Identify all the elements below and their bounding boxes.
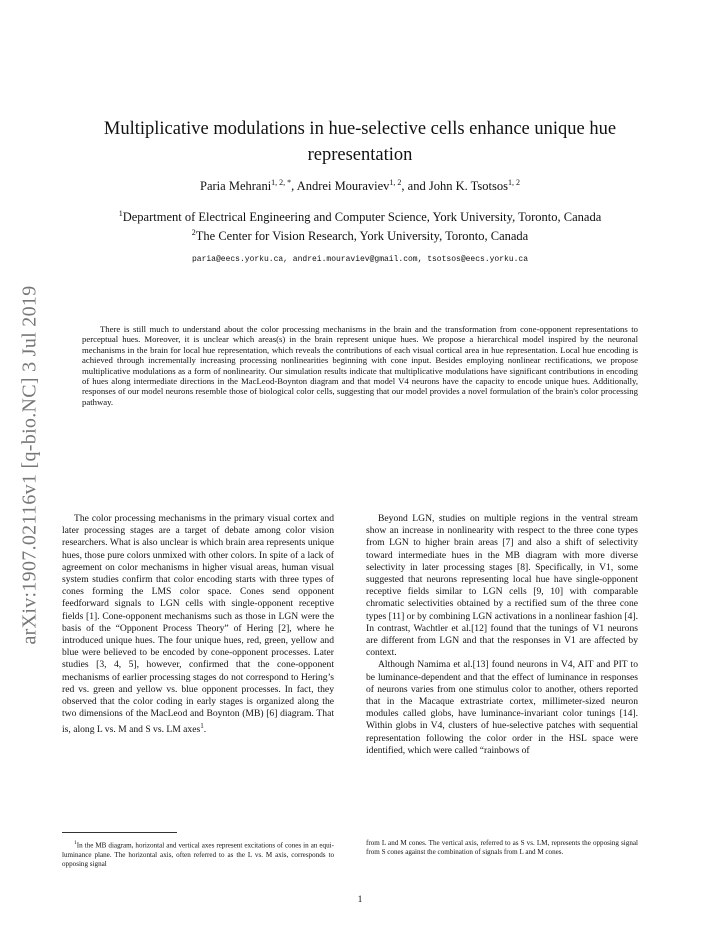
footnote-left (62, 839, 334, 869)
author-separator: , (291, 179, 297, 194)
arxiv-identifier-text: arXiv:1907.02116v1 [q-bio.NC] 3 Jul 2019 (18, 285, 41, 645)
affiliation-mark: 2 (191, 228, 196, 238)
affiliations (60, 206, 660, 244)
paragraph-end: . (203, 724, 207, 736)
author-separator: , and (401, 179, 429, 194)
abstract: There is still much to understand about the color processing mechanisms in the brain and the transformation from cone-opponent representations to perceptual hues. Moreover, it is unclear which areas(s) in the brain represent unique hues. We propose a hierarchical model inspired by the neuronal mechanisms in the brain for local hue representation, which reveals the contributions of each visual cortical area in hue representation. Local hue encoding is achieved through incrementally increasing processing nonlinearities beginning with cone input. Besides employing nonlinear rectifications, we propose multiplicative modulations as a form of nonlinearity. Our simulation results indicate that multiplicative modulations have significant contributions in encoding of hues along intermediate directions in the MacLeod-Boynton diagram and that model V4 neurons have the capacity to encode unique hues. Additionally, responses of our model neurons resemble those of biological color cells, suggesting that our model provides a novel formulation of the brain's color processing pathway. (82, 324, 638, 407)
author-affiliation-mark: 1, 2, * (271, 178, 292, 187)
body-column-left (62, 513, 334, 737)
footnote-right: from L and M cones. The vertical axis, referred to as S vs. LM, represents the opposing signal from S cones against the combination of signals from L and M cones. (366, 839, 638, 857)
author-list (60, 178, 660, 194)
affiliation-text: Department of Electrical Engineering and Computer Science, York University, Toronto, Canada (122, 210, 602, 225)
author-affiliation-mark: 1, 2 (389, 178, 402, 187)
footnote-text: In the MB diagram, horizontal and vertical axes represent excitations of cones in an equi-luminance plane. The horizontal axis, often referred to as the L vs. M axis, corresponds to opposing signal (62, 841, 334, 868)
author-name: Andrei Mouraviev (296, 179, 390, 194)
affiliation-text: The Center for Vision Research, York University, Toronto, Canada (195, 229, 529, 244)
affiliation-line (60, 206, 660, 225)
paragraph-text: The color processing mechanisms in the primary visual cortex and later processing stages are a target of debate among color vision researchers. What is also unclear is which brain area represents unique hues, those pure colors unmixed with other colors. In spite of a lack of agreement on color mechanisms in higher visual areas, human visual system studies confirm that color encoding starts with three types of cones forming the LMS color space. Cones send opponent feedforward signals to LGN cells with single-opponent receptive fields [1]. Cone-opponent mechanisms such as those in LGN were the basis of the “Opponent Process Theory” of Hering [2], where he introduced unique hues. The four unique hues, red, green, yellow and blue were believed to be encoded by cone-opponent processes. Later studies [3, 4, 5], however, confirmed that the cone-opponent mechanisms of earlier processing stages do not correspond to Hering’s red vs. green and yellow vs. blue opponent processes. In fact, they observed that the color coding in early stages is organized along the two dimensions of the MacLeod and Boynton (MB) [6] diagram. That is, along L vs. M and S vs. LM axes (62, 513, 334, 736)
body-paragraph: Although Namima et al.[13] found neurons in V4, AIT and PIT to be luminance-dependent and that the effect of luminance in responses of neurons varies from one stimulus color to another, others reported that in the Macaque extrastriate cortex, millimeter-sized neuron modules called globs, have luminance-invariant color tunings [14]. Within globs in V4, clusters of hue-selective patches with sequential representation following the color order in the HSL space were identified, which were called “rainbows of (366, 659, 638, 756)
page-number: 1 (357, 894, 363, 905)
author-name: Paria Mehrani (200, 179, 272, 194)
arxiv-identifier-stamp (10, 250, 50, 680)
affiliation-mark: 1 (118, 209, 123, 218)
body-column-right (366, 513, 638, 757)
footnote-mark: 1 (74, 840, 77, 846)
author-affiliation-mark: 1, 2 (507, 178, 520, 187)
author-emails: paria@eecs.yorku.ca, andrei.mouraviev@gmail.com, tsotsos@eecs.yorku.ca (191, 255, 529, 264)
paper-title: Multiplicative modulations in hue-selective cells enhance unique hue representation (103, 119, 617, 165)
affiliation-line (60, 225, 660, 244)
body-paragraph: Beyond LGN, studies on multiple regions in the ventral stream show an increase in nonlinearity with respect to the three cone types from LGN to higher brain areas [7] and also a shift of selectivity toward intermediate hues in the MB diagram with more diverse selectivity in later processing stages [8]. Specifically, in V1, some suggested that neurons representing local hue have single-opponent receptive fields similar to LGN cells [9, 10] with comparable chromatic selectivities obtained by a rectified sum of the three cone types [11] or by combining LGN activations in a nonlinear fashion [4]. In contrast, Wachtler et al.[12] found that the tunings of V1 neurons are different from LGN and that the responses in V1 are affected by context. (366, 513, 638, 659)
footnote-rule (62, 832, 177, 833)
author-name: John K. Tsotsos (428, 179, 508, 194)
footnote-reference: 1 (200, 722, 204, 731)
body-paragraph (62, 513, 334, 737)
